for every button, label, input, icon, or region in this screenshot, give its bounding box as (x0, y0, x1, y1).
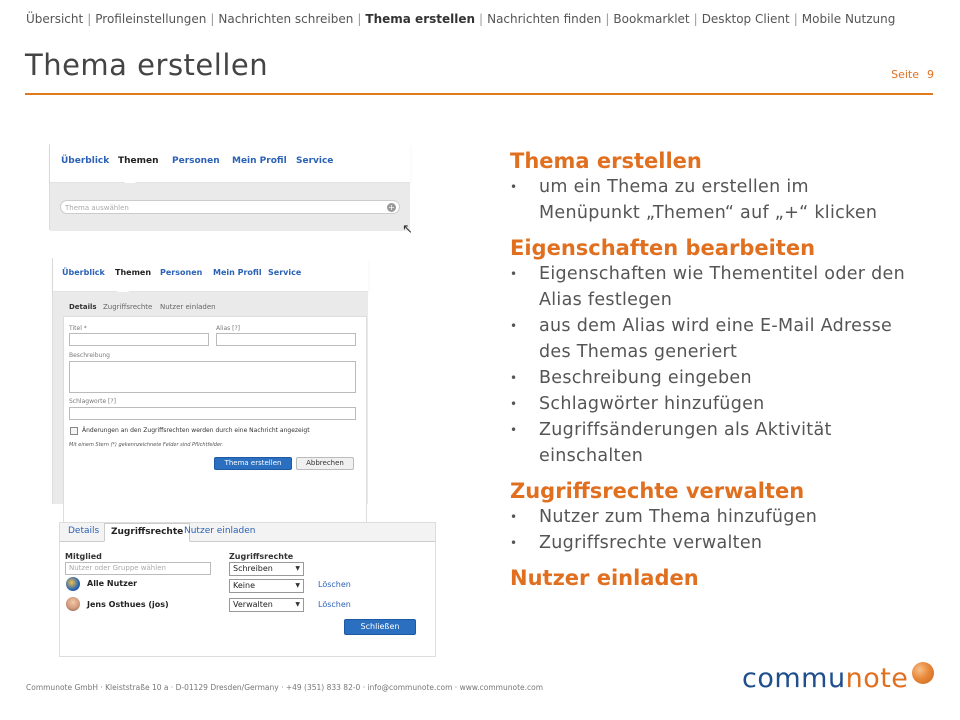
bullet-item: • Eigenschaften wie Thementitel oder den Alias festlegen (510, 261, 910, 313)
bullet-item: • Schlagwörter hinzufügen (510, 391, 910, 417)
nav-item-bookmarklet[interactable]: Bookmarklet (613, 12, 690, 26)
section-heading: Nutzer einladen (510, 566, 699, 590)
chevron-down-icon: ▼ (295, 582, 300, 589)
topic-select-placeholder: Thema auswählen (65, 204, 129, 212)
topic-form-panel (63, 303, 367, 530)
tags-label: Schlagworte [?] (69, 398, 116, 405)
delete-member-link[interactable]: Löschen (318, 580, 351, 589)
rights-column-header: Zugriffsrechte (229, 552, 294, 561)
description-label: Beschreibung (69, 352, 110, 359)
member-name: Jens Osthues (jos) (87, 600, 169, 609)
page-label: Seite (891, 68, 919, 81)
title-label: Titel * (69, 325, 87, 332)
screenshot-topic-form (52, 258, 368, 504)
app-nav-themen[interactable]: Themen (118, 156, 159, 166)
default-right-select[interactable] (229, 562, 304, 576)
tags-field[interactable] (69, 407, 356, 420)
nav-item-nachrichten-schreiben[interactable]: Nachrichten schreiben (218, 12, 354, 26)
page-title: Thema erstellen (25, 48, 269, 82)
required-fields-note: Mit einem Stern (*) gekennzeichnete Felder sind Pflichtfelder. (69, 442, 224, 448)
tab-zugriffsrechte[interactable]: Zugriffsrechte (104, 523, 190, 542)
section-heading: Thema erstellen (510, 149, 702, 173)
section-heading: Zugriffsrechte verwalten (510, 479, 805, 503)
bullet-item: • aus dem Alias wird eine E-Mail Adresse des Themas generiert (510, 313, 910, 365)
app-nav-ueberblick[interactable]: Überblick (61, 156, 110, 166)
member-name: Alle Nutzer (87, 579, 138, 588)
communote-logo: communote (742, 663, 909, 694)
instruction-column (510, 148, 910, 591)
bullet-item: • Nutzer zum Thema hinzufügen (510, 504, 910, 530)
member-search-placeholder: Nutzer oder Gruppe wählen (69, 564, 166, 572)
description-field[interactable] (69, 361, 356, 393)
tab-details[interactable]: Details (69, 303, 97, 311)
member-right-select[interactable] (229, 579, 304, 593)
app-nav-mein-profil[interactable]: Mein Profil (213, 268, 262, 277)
app-nav-mein-profil[interactable]: Mein Profil (232, 156, 287, 166)
form-area (53, 292, 368, 504)
bullet-item: • Zugriffsänderungen als Aktivität einschalten (510, 417, 910, 469)
bullet-item: • Zugriffsrechte verwalten (510, 530, 910, 556)
alias-label: Alias [?] (216, 325, 241, 332)
nav-item-mobile-nutzung[interactable]: Mobile Nutzung (801, 12, 896, 26)
member-right-value: Verwalten (233, 600, 273, 609)
title-field[interactable] (69, 333, 209, 346)
member-search-input[interactable] (65, 562, 211, 575)
app-nav-ueberblick[interactable]: Überblick (62, 268, 105, 277)
alias-field[interactable] (216, 333, 356, 346)
app-nav-personen[interactable]: Personen (160, 268, 203, 277)
nav-item-uebersicht[interactable]: Übersicht (26, 12, 84, 26)
user-avatar (66, 597, 80, 611)
screenshot-topic-menu (49, 144, 413, 237)
close-button[interactable]: Schließen (344, 619, 416, 635)
section-heading: Eigenschaften bearbeiten (510, 236, 816, 260)
title-divider (25, 93, 933, 95)
app-navbar (53, 258, 368, 292)
access-notification-checkbox[interactable] (70, 427, 78, 435)
app-nav-themen[interactable]: Themen (115, 268, 152, 277)
access-tabs (60, 523, 435, 542)
nav-item-profileinstellungen[interactable]: Profileinstellungen (95, 12, 207, 26)
member-right-select[interactable] (229, 598, 304, 612)
topic-select-input[interactable] (60, 200, 400, 214)
tab-details[interactable]: Details (68, 526, 100, 536)
tab-nutzer-einladen[interactable]: Nutzer einladen (184, 526, 256, 536)
delete-member-link[interactable]: Löschen (318, 600, 351, 609)
mouse-cursor-icon: ↖ (402, 222, 413, 237)
group-avatar (66, 577, 80, 591)
nav-item-nachrichten-finden[interactable]: Nachrichten finden (487, 12, 602, 26)
app-nav-service[interactable]: Service (268, 268, 302, 277)
bullet-item: • Beschreibung eingeben (510, 365, 910, 391)
page-number-value: 9 (927, 68, 934, 81)
page-number (883, 68, 934, 81)
logo-ball-icon (912, 662, 934, 684)
default-right-value: Schreiben (233, 564, 273, 573)
top-navigation: Übersicht | Profileinstellungen | Nachrichten schreiben | Thema erstellen | Nachrichten finden | Bookmarklet | Desktop Client | Mobile Nutzung (26, 12, 896, 26)
chevron-down-icon: ▼ (295, 601, 300, 608)
member-column-header: Mitglied (65, 552, 102, 561)
app-navbar (50, 144, 410, 183)
topic-bar (50, 183, 410, 231)
cancel-button[interactable]: Abbrechen (296, 457, 354, 470)
access-notification-label: Änderungen an den Zugriffsrechten werden durch eine Nachricht angezeigt (82, 427, 310, 434)
footer-contact: Communote GmbH · Kleiststraße 10 a · D-01129 Dresden/Germany · +49 (351) 833 82-0 · info@communote.com · www.communote.com (26, 683, 544, 692)
add-topic-button[interactable]: + (388, 203, 395, 212)
screenshot-access-rights (59, 522, 436, 657)
tab-nutzer-einladen[interactable]: Nutzer einladen (160, 303, 216, 311)
create-topic-button[interactable]: Thema erstellen (214, 457, 292, 470)
app-nav-service[interactable]: Service (296, 156, 334, 166)
nav-item-thema-erstellen[interactable]: Thema erstellen (365, 12, 476, 26)
chevron-down-icon: ▼ (295, 565, 300, 572)
member-right-value: Keine (233, 581, 255, 590)
app-nav-personen[interactable]: Personen (172, 156, 220, 166)
tab-zugriffsrechte[interactable]: Zugriffsrechte (103, 303, 153, 311)
nav-item-desktop-client[interactable]: Desktop Client (701, 12, 790, 26)
bullet-item: • um ein Thema zu erstellen im Menüpunkt „Themen“ auf „+“ klicken (510, 174, 910, 226)
